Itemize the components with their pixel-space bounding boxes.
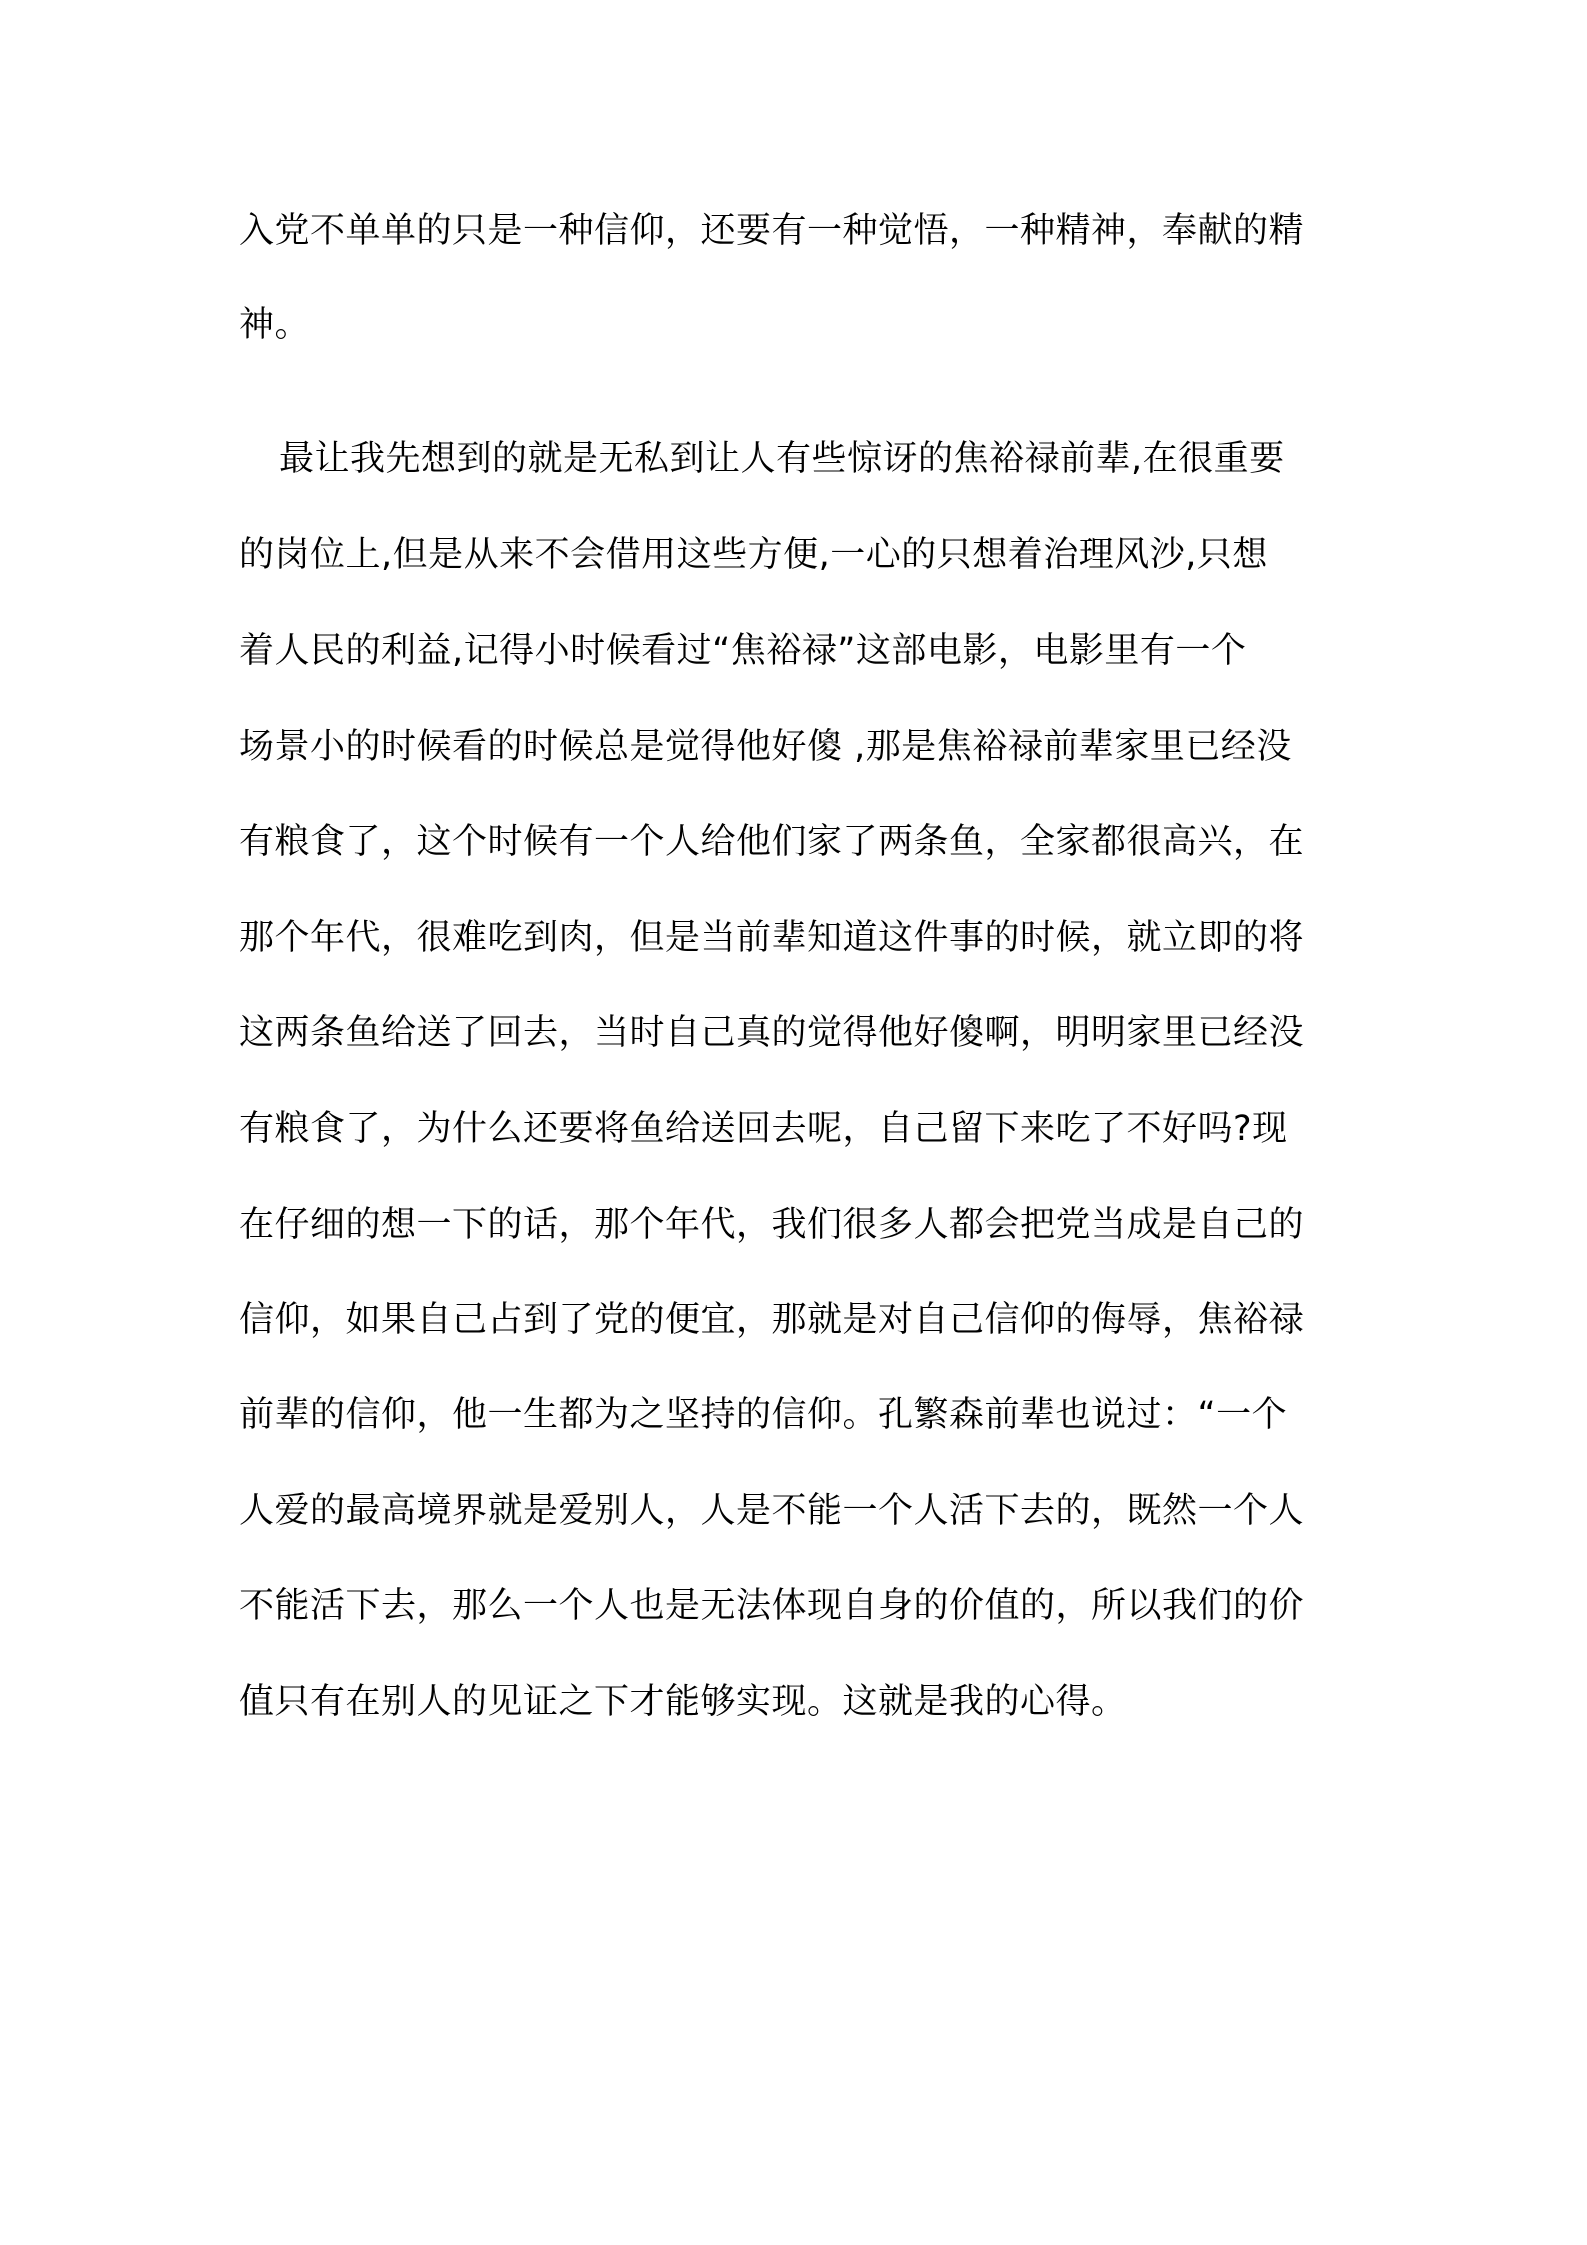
paragraph-2-line-4: 场景小的时候看的时候总是觉得他好傻 ,那是焦裕禄前辈家里已经没: [239, 727, 1292, 767]
paragraph-1-line-2: 神。: [239, 305, 311, 345]
paragraph-2-line-14: 值只有在别人的见证之下才能够实现。这就是我的心得。: [239, 1682, 1127, 1722]
paragraph-2-line-7: 这两条鱼给送了回去，当时自己真的觉得他好傻啊，明明家里已经没: [239, 1013, 1305, 1053]
paragraph-2-line-9: 在仔细的想一下的话，那个年代，我们很多人都会把党当成是自己的: [239, 1205, 1305, 1245]
paragraph-1-line-1: 入党不单单的只是一种信仰，还要有一种觉悟，一种精神，奉献的精: [239, 211, 1305, 251]
paragraph-2-line-2: 的岗位上,但是从来不会借用这些方便,一心的只想着治理风沙,只想: [239, 535, 1268, 575]
paragraph-2-line-11: 前辈的信仰，他一生都为之坚持的信仰。孔繁森前辈也说过：“一个: [239, 1395, 1288, 1435]
paragraph-2-line-1: 最让我先想到的就是无私到让人有些惊讶的焦裕禄前辈,在很重要: [279, 439, 1285, 479]
paragraph-2-line-12: 人爱的最高境界就是爱别人，人是不能一个人活下去的，既然一个人: [239, 1491, 1305, 1531]
paragraph-2-line-6: 那个年代，很难吃到肉，但是当前辈知道这件事的时候，就立即的将: [239, 918, 1305, 958]
paragraph-2-line-10: 信仰，如果自己占到了党的便宜，那就是对自己信仰的侮辱，焦裕禄: [239, 1300, 1305, 1340]
paragraph-2-line-8: 有粮食了，为什么还要将鱼给送回去呢，自己留下来吃了不好吗?现: [239, 1109, 1288, 1149]
paragraph-2-line-5: 有粮食了，这个时候有一个人给他们家了两条鱼，全家都很高兴，在: [239, 822, 1305, 862]
paragraph-2-line-3: 着人民的利益,记得小时候看过“焦裕禄”这部电影，电影里有一个: [239, 631, 1247, 671]
paragraph-2-line-13: 不能活下去，那么一个人也是无法体现自身的价值的，所以我们的价: [239, 1586, 1305, 1626]
